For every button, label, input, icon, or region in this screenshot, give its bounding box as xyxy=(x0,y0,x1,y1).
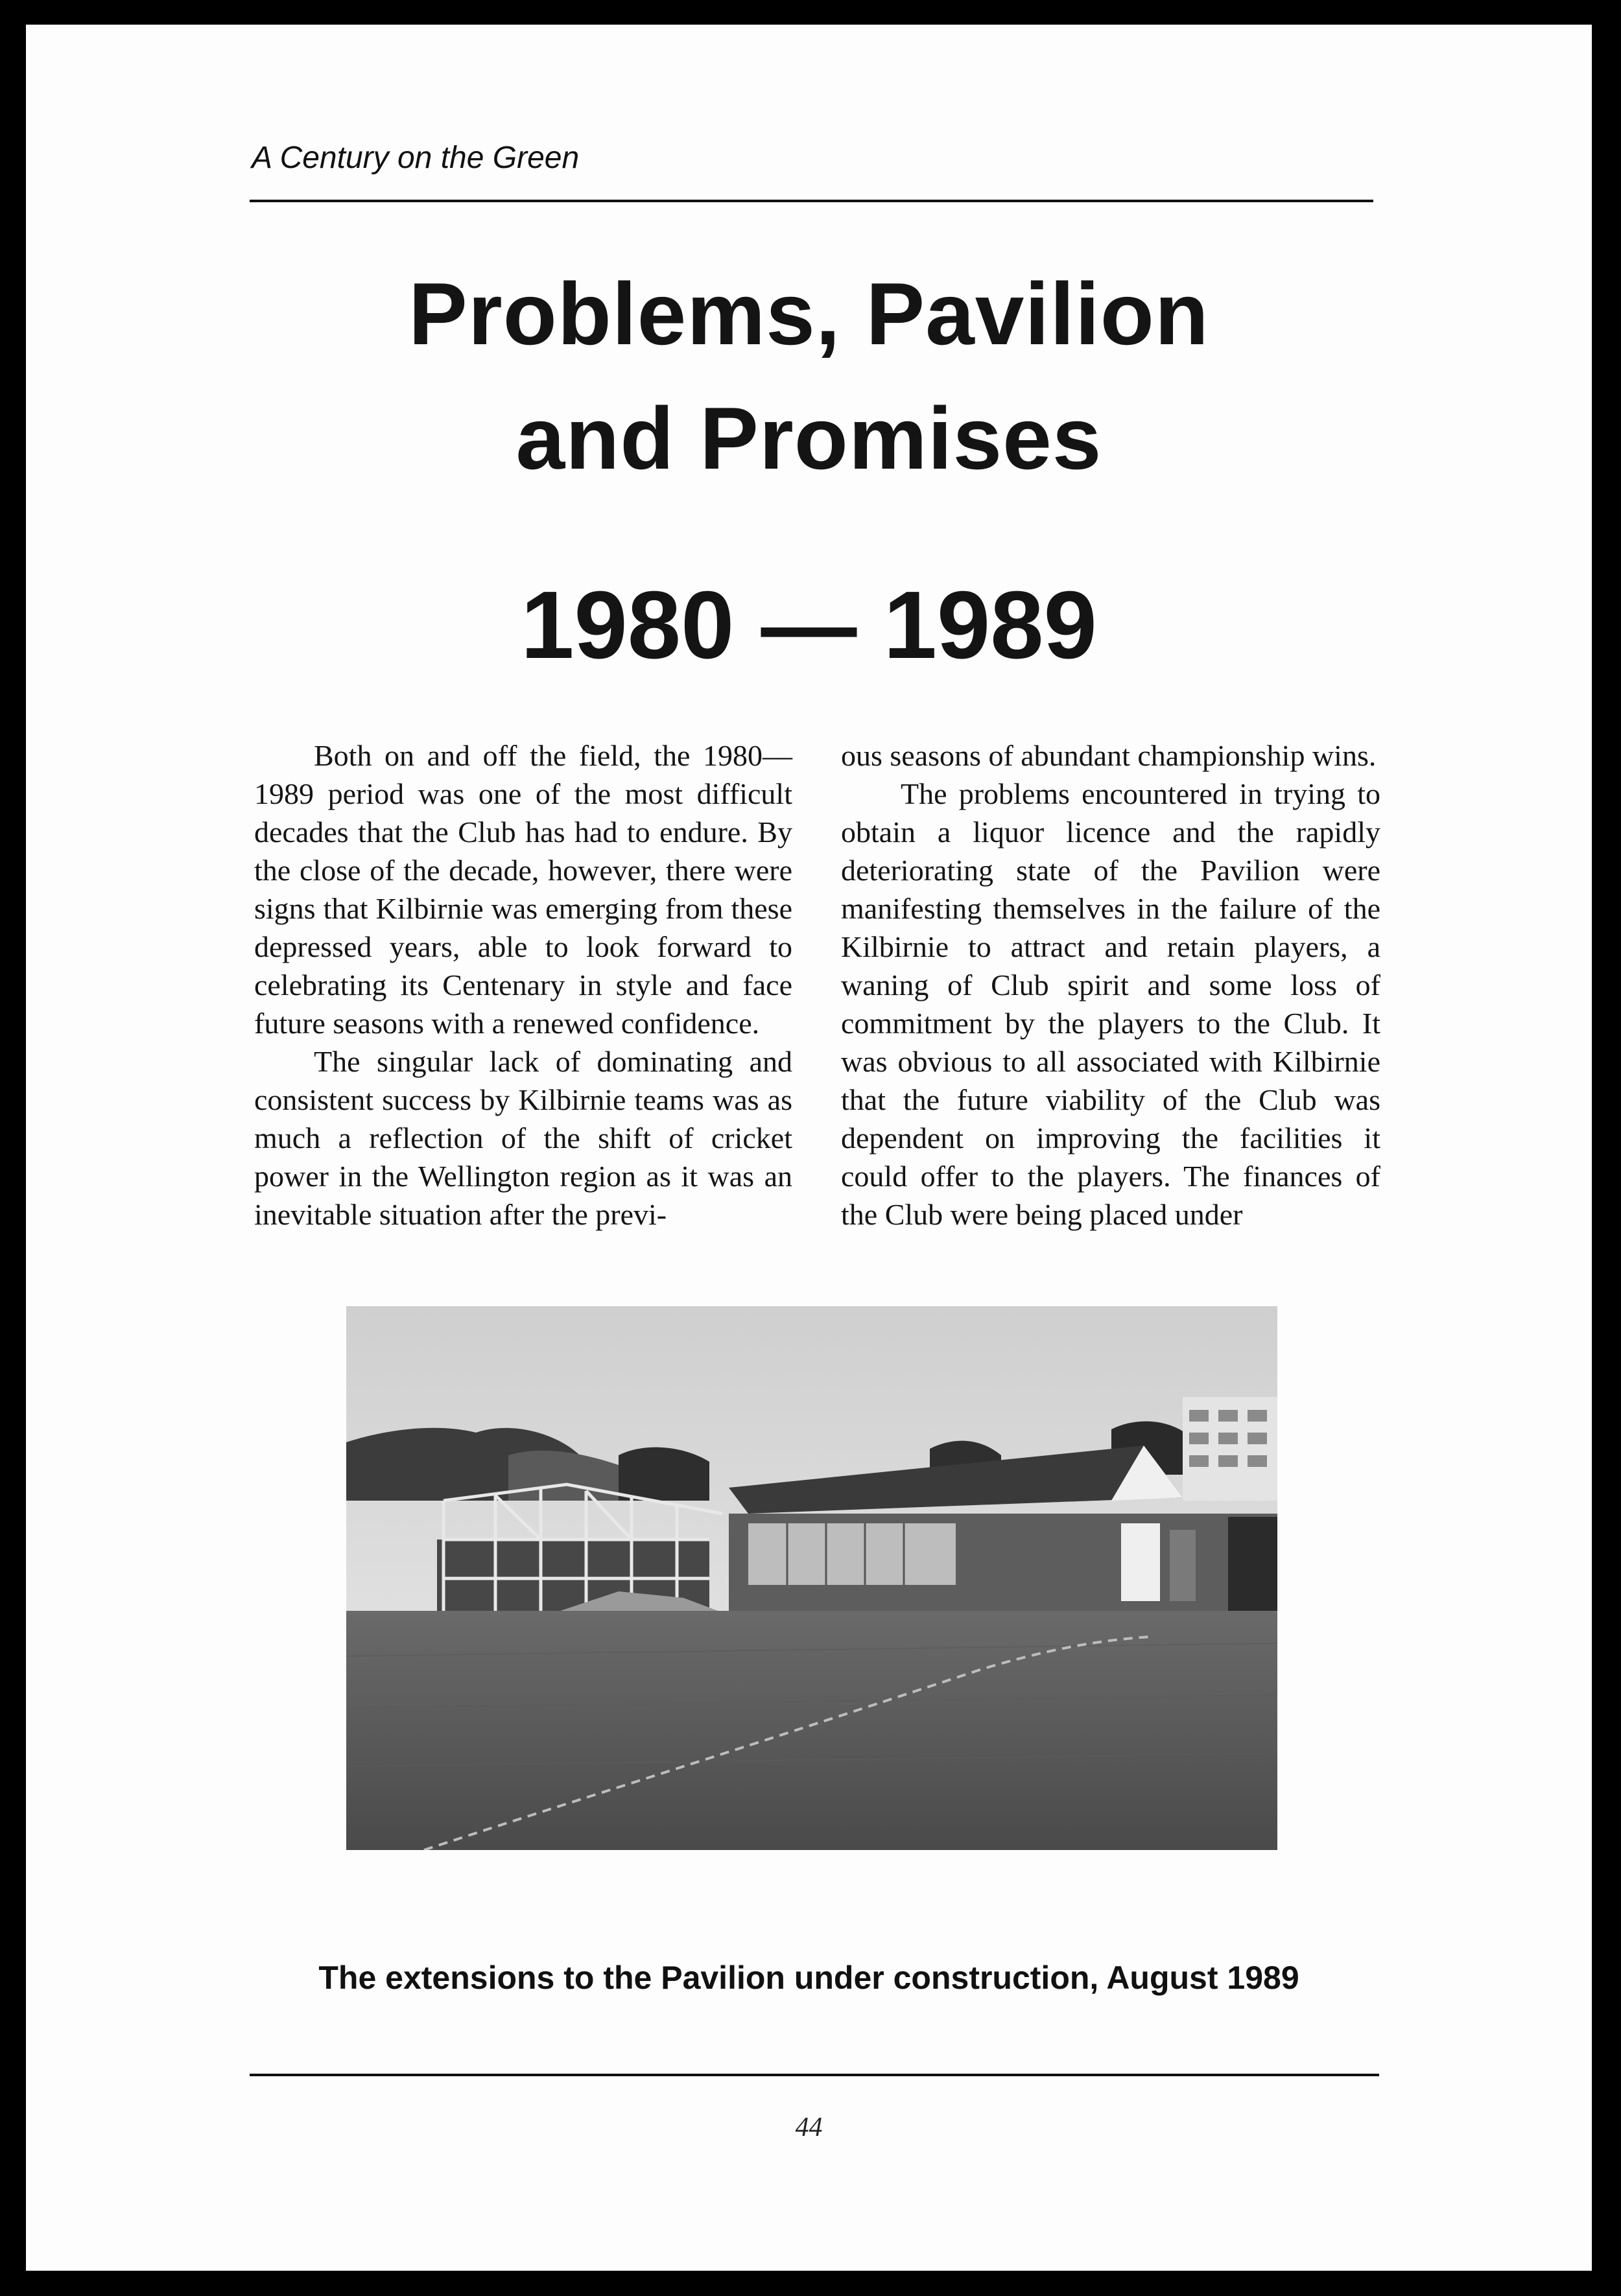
header-rule xyxy=(250,200,1373,202)
footer-rule xyxy=(250,2074,1379,2076)
paragraph: The singular lack of dominating and consistent success by Kilbirnie teams was as much a reflection of the shift of cricket power in the Wellington region as it was an inevitable situation after the previ- xyxy=(254,1045,792,1231)
pavilion-photo xyxy=(346,1306,1277,1850)
chapter-years: 1980 — 1989 xyxy=(521,572,1097,679)
photo-caption: The extensions to the Pavilion under construction, August 1989 xyxy=(318,1960,1299,1996)
page-number: 44 xyxy=(795,2113,823,2142)
chapter-title-line-2: and Promises xyxy=(515,389,1102,487)
pavilion-photo-image xyxy=(346,1306,1277,1850)
body-column-left xyxy=(254,736,792,1234)
running-header: A Century on the Green xyxy=(252,141,580,175)
paragraph: Both on and off the field, the 1980––1989 period was one of the most difficult decades that the Club has had to endure. By the close of the decade, however, there were signs that Kilbirnie was emerging from these depressed years, able to look forward to celebrating its Centenary in style and face future seasons with a renewed confidence. xyxy=(254,739,792,1040)
body-column-right xyxy=(841,736,1380,1234)
paragraph: The problems encountered in trying to obtain a liquor licence and the rapidly deteriorating state of the Pavilion were manifesting themselves in the failure of the Kilbirnie to attract and retain players, a waning of Club spirit and some loss of commitment by the players to the Club. It was obvious to all associated with Kilbirnie that the future viability of the Club was dependent on improving the facilities it could offer to the players. The finances of the Club were being placed under xyxy=(841,777,1380,1231)
document-page xyxy=(26,25,1592,2271)
chapter-title-line-1: Problems, Pavilion xyxy=(408,264,1209,363)
paragraph: ous seasons of abundant championship wins. xyxy=(841,739,1377,772)
